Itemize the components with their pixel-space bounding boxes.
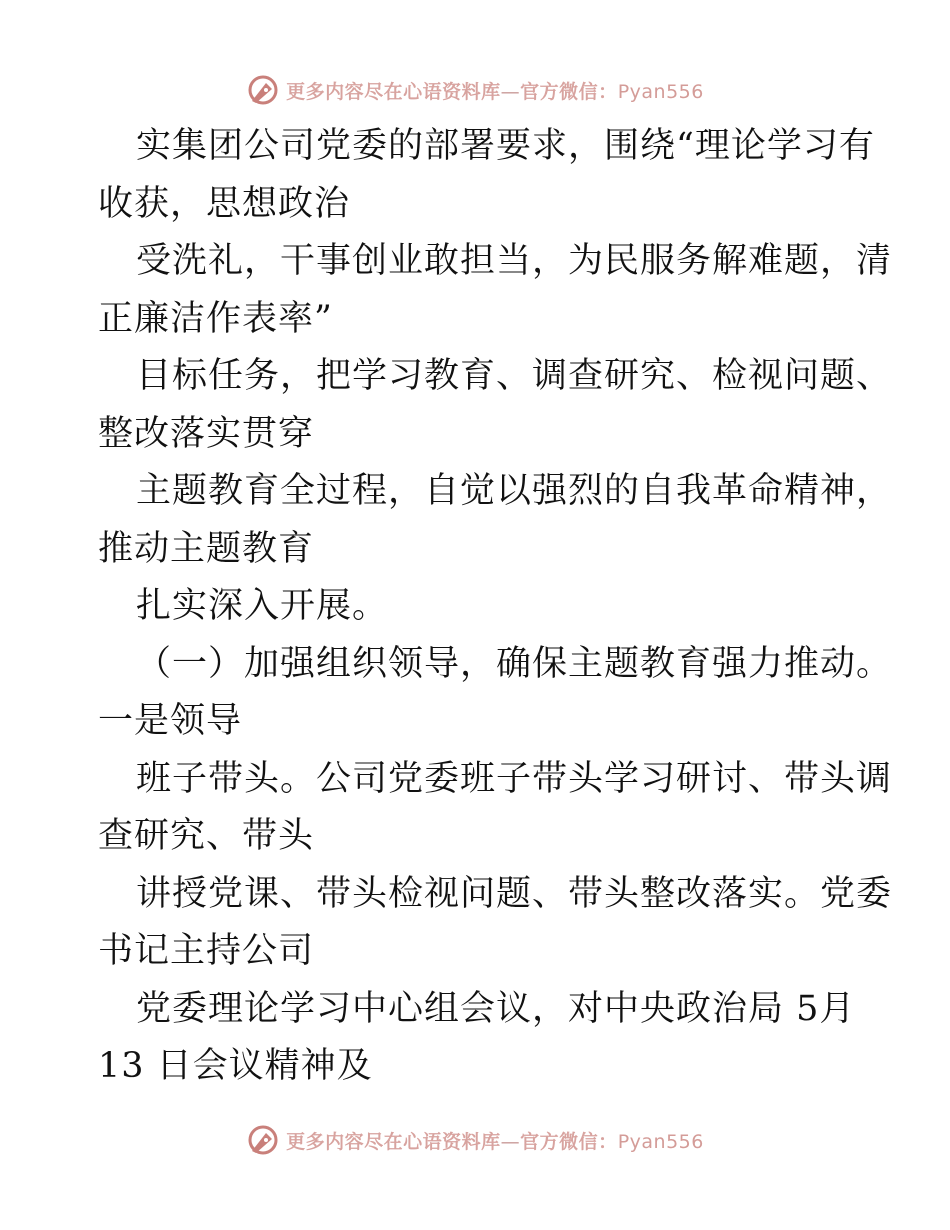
body-line: 讲授党课、带头检视问题、带头整改落实。党委 <box>136 873 893 914</box>
watermark-brand: 更多内容尽在心语资料库 <box>286 80 501 103</box>
footer-watermark <box>0 1120 950 1160</box>
body-line: 13 日会议精神及 <box>98 1046 373 1086</box>
watermark-wechat-label: 官方微信： <box>520 80 618 103</box>
body-line: 整改落实贯穿 <box>98 413 315 454</box>
watermark-text <box>286 77 704 104</box>
watermark-text <box>286 1127 704 1154</box>
body-line: 收获，思想政治 <box>98 183 351 224</box>
body-line: 推动主题教育 <box>98 528 315 569</box>
watermark-separator: — <box>500 80 521 103</box>
body-line: 班子带头。公司党委班子带头学习研讨、带头调 <box>136 758 893 799</box>
body-line: 受洗礼，干事创业敢担当，为民服务解难题，清 <box>136 241 893 281</box>
body-line: 一是领导 <box>98 701 243 741</box>
body-line: 主题教育全过程，自觉以强烈的自我革命精神， <box>136 471 893 511</box>
section-heading-line: （一）加强组织领导，确保主题教育强力推动。 <box>136 643 893 684</box>
watermark-wechat-id: Pyan556 <box>617 1130 704 1153</box>
watermark-wechat-id: Pyan556 <box>617 80 704 103</box>
pen-nib-logo-icon <box>246 1123 280 1157</box>
body-line: 查研究、带头 <box>98 816 315 856</box>
body-line: 书记主持公司 <box>98 931 315 971</box>
watermark-wechat-label: 官方微信： <box>520 1130 618 1153</box>
body-line: 党委理论学习中心组会议，对中央政治局 5月 <box>136 988 856 1029</box>
watermark-brand: 更多内容尽在心语资料库 <box>286 1130 501 1153</box>
header-watermark <box>0 70 950 110</box>
pen-nib-logo-icon <box>246 73 280 107</box>
body-line: 目标任务，把学习教育、调查研究、检视问题、 <box>136 356 893 396</box>
watermark-separator: — <box>500 1130 521 1153</box>
body-line: 正廉洁作表率” <box>98 298 333 339</box>
body-line: 扎实深入开展。 <box>136 586 389 626</box>
body-line: 实集团公司党委的部署要求，围绕“理论学习有 <box>136 126 875 166</box>
document-body <box>98 118 893 1096</box>
